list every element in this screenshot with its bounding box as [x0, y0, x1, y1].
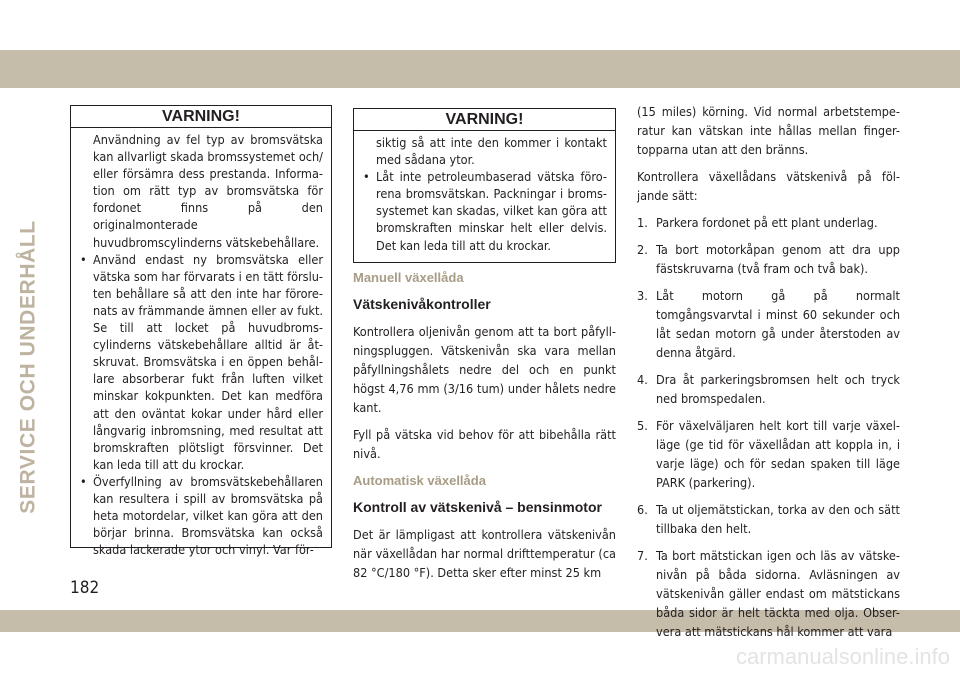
subheading-manual-transmission: Manuell växellåda — [353, 270, 464, 285]
warning-bullet: • Låt inte petroleumbaserad vätska föro- rena bromsvätskan. Packningar i broms- systemet kan skadas, vilket kan göra att bromskraften minskar helt eller delvis. Det kan leda till att du krockar. — [362, 168, 607, 253]
warning-continuation-text: Användning av fel typ av bromsvätska kan allvarligt skada bromssystemet och/ eller försämra dess prestanda. Informa- tion om rätt typ av bromsvätska för fordonet finns på den originalmonterade huvudbromscylinderns vätskebehållare. — [93, 132, 323, 250]
step-text: För växelväljaren helt kort till varje växel- läge (ge tid för växellådan att koppla in, i varje läge) och för sedan spaken till läge PARK (parkering). — [656, 418, 900, 490]
warning-bullet: • Använd endast ny bromsvätska eller vätska som har förvarats i en tätt förslu- ten behållare så att den inte har förore- nats av främmande ämnen eller av fukt. Se till att locket på huvudbroms- cylinderns vätskebehållare alltid är åt- skruvat. Bromsvätska i en öppen behål- lare absorberar fukt från luften vilket minskar kokpunkten. Det kan medföra att den oväntat kokar under hård eller långvarig inbromsning, med resultat att bromskraften plötsligt försvinner. Det kan leda till att du krockar. — [79, 251, 323, 473]
step-number: 6. — [637, 502, 648, 517]
step-item — [637, 286, 900, 362]
step-text: Dra åt parkeringsbromsen helt och tryck ned bromspedalen. — [656, 372, 900, 406]
step-item — [637, 370, 900, 408]
paragraph: Kontrollera oljenivån genom att ta bort påfyll- ningspluggen. Vätskenivån ska vara mellan påfyllningshålets nedre del och en punkt högst 4,76 mm (3/16 tum) under hålets nedre kant. — [353, 324, 616, 415]
step-number: 7. — [637, 548, 648, 563]
column-right — [637, 102, 900, 649]
header-band — [0, 50, 960, 88]
subheading-automatic-transmission: Automatisk växellåda — [353, 473, 486, 488]
section-tab — [14, 220, 44, 514]
step-number: 5. — [637, 418, 648, 433]
warning-box-brake-fluid-cont — [353, 108, 616, 263]
paragraph: Det är lämpligast att kontrollera vätskenivån när växellådan har normal drifttemperatur (ca 82 °C/180 °F). Detta sker efter minst 25 km — [353, 527, 616, 580]
step-item — [637, 546, 900, 641]
page-number: 182 — [70, 578, 100, 598]
step-text: Ta ut oljemätstickan, torka av den och sätt tillbaka den helt. — [656, 502, 900, 536]
section-tab-label: SERVICE OCH UNDERHÅLL — [17, 220, 40, 514]
paragraph: (15 miles) körning. Vid normal arbetstempe- ratur kan vätskan inte hållas mellan finger- topparna utan att den bränns. — [637, 104, 900, 157]
step-item — [637, 500, 900, 538]
heading-fluid-level-check-gasoline: Kontroll av vätskenivå – bensinmotor — [353, 499, 602, 515]
column-middle — [353, 268, 616, 590]
heading-fluid-level-checks: Vätskenivåkontroller — [353, 296, 491, 312]
warning-box-brake-fluid — [70, 105, 332, 558]
step-number: 3. — [637, 288, 648, 303]
warning-continuation-text: siktig så att inte den kommer i kontakt med sådana ytor. — [376, 135, 607, 168]
step-item — [637, 213, 900, 232]
step-number: 4. — [637, 372, 648, 387]
paragraph: Fyll på vätska vid behov för att bibehålla rätt nivå. — [353, 427, 616, 461]
step-text: Ta bort motorkåpan genom att dra upp fästskruvarna (två fram och två bak). — [656, 242, 900, 276]
step-number: 1. — [637, 215, 648, 230]
step-text: Ta bort mätstickan igen och läs av vätske- nivån på båda sidorna. Avläsningen av vätskenivån gäller endast om mätstickans båda sidor är helt täckta med olja. Obser- vera att mätstickans hål kommer att vara — [656, 548, 900, 639]
watermark: carmanualsonline.info — [735, 644, 950, 669]
step-item — [637, 240, 900, 278]
step-item — [637, 416, 900, 492]
step-number: 2. — [637, 242, 648, 257]
paragraph: Kontrollera växellådans vätskenivå på föl- jande sätt: — [637, 169, 900, 203]
step-text: Parkera fordonet på ett plant underlag. — [656, 215, 878, 230]
warning-title: VARNING! — [71, 106, 331, 128]
warning-title: VARNING! — [354, 109, 615, 131]
step-text: Låt motorn gå på normalt tomgångsvarvtal i minst 60 sekunder och låt sedan motorn gå under återstoden av denna åtgärd. — [656, 288, 900, 360]
warning-bullet: • Överfyllning av bromsvätskebehållaren kan resultera i spill av bromsvätska på heta motordelar, vilket kan göra att den börjar brinna. Bromsvätska kan också skada lackerade ytor och vinyl. Var för- — [79, 473, 323, 558]
